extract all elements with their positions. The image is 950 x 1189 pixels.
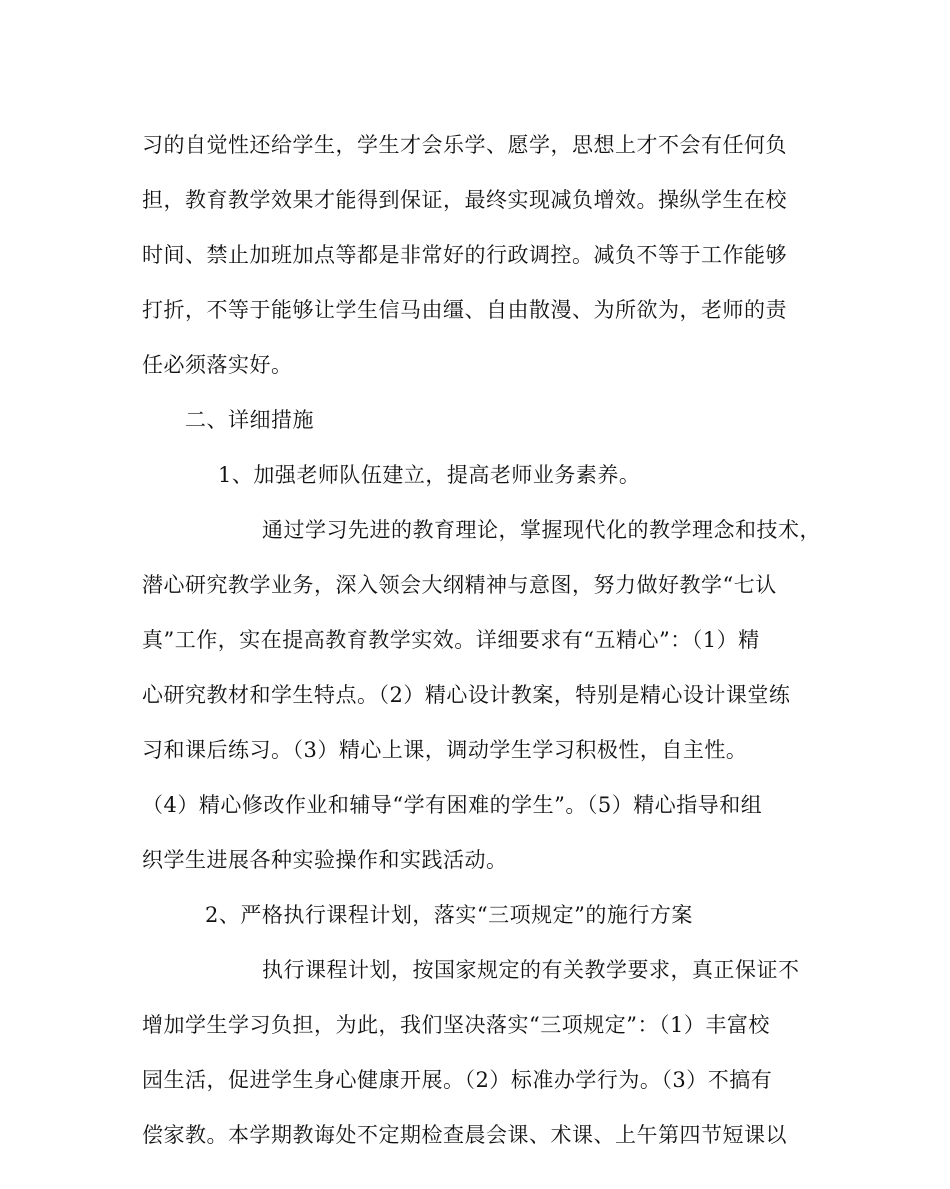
subsection-heading: 2、严格执行课程计划，落实“三项规定”的施行方案 bbox=[205, 903, 693, 927]
paragraph-line: 真”工作，实在提高教育教学实效。详细要求有“五精心”：（1）精 bbox=[142, 628, 760, 652]
section-heading: 二、详细措施 bbox=[185, 408, 314, 432]
paragraph-line: （4）精心修改作业和辅导“学有困难的学生”。（5）精心指导和组 bbox=[142, 793, 763, 817]
paragraph-line: 习的自觉性还给学生，学生才会乐学、愿学，思想上才不会有任何负 bbox=[142, 133, 787, 157]
paragraph-line: 通过学习先进的教育理论，掌握现代化的教学理念和技术， bbox=[262, 518, 821, 542]
paragraph-line: 心研究教材和学生特点。（2）精心设计教案，特别是精心设计课堂练 bbox=[142, 683, 791, 707]
paragraph-line: 潜心研究教学业务，深入领会大纲精神与意图，努力做好教学“七认 bbox=[142, 573, 777, 597]
paragraph-line: 任必须落实好。 bbox=[142, 353, 293, 377]
paragraph-line: 习和课后练习。（3）精心上课，调动学生学习积极性，自主性。 bbox=[142, 738, 748, 762]
paragraph-line: 时间、禁止加班加点等都是非常好的行政调控。减负不等于工作能够 bbox=[142, 243, 787, 267]
paragraph-line: 偿家教。本学期教诲处不定期检查晨会课、术课、上午第四节短课以 bbox=[142, 1123, 787, 1147]
paragraph-line: 织学生进展各种实验操作和实践活动。 bbox=[142, 848, 508, 872]
paragraph-line: 增加学生学习负担，为此，我们坚决落实“三项规定”：（1）丰富校 bbox=[142, 1013, 770, 1037]
paragraph-line: 执行课程计划，按国家规定的有关教学要求，真正保证不 bbox=[262, 958, 800, 982]
paragraph-line: 园生活，促进学生身心健康开展。（2）标准办学行为。（3）不搞有 bbox=[142, 1068, 773, 1092]
paragraph-line: 打折，不等于能够让学生信马由缰、自由散漫、为所欲为，老师的责 bbox=[142, 298, 787, 322]
subsection-heading: 1、加强老师队伍建立，提高老师业务素养。 bbox=[218, 463, 641, 487]
paragraph-line: 担，教育教学效果才能得到保证，最终实现减负增效。操纵学生在校 bbox=[142, 188, 787, 212]
